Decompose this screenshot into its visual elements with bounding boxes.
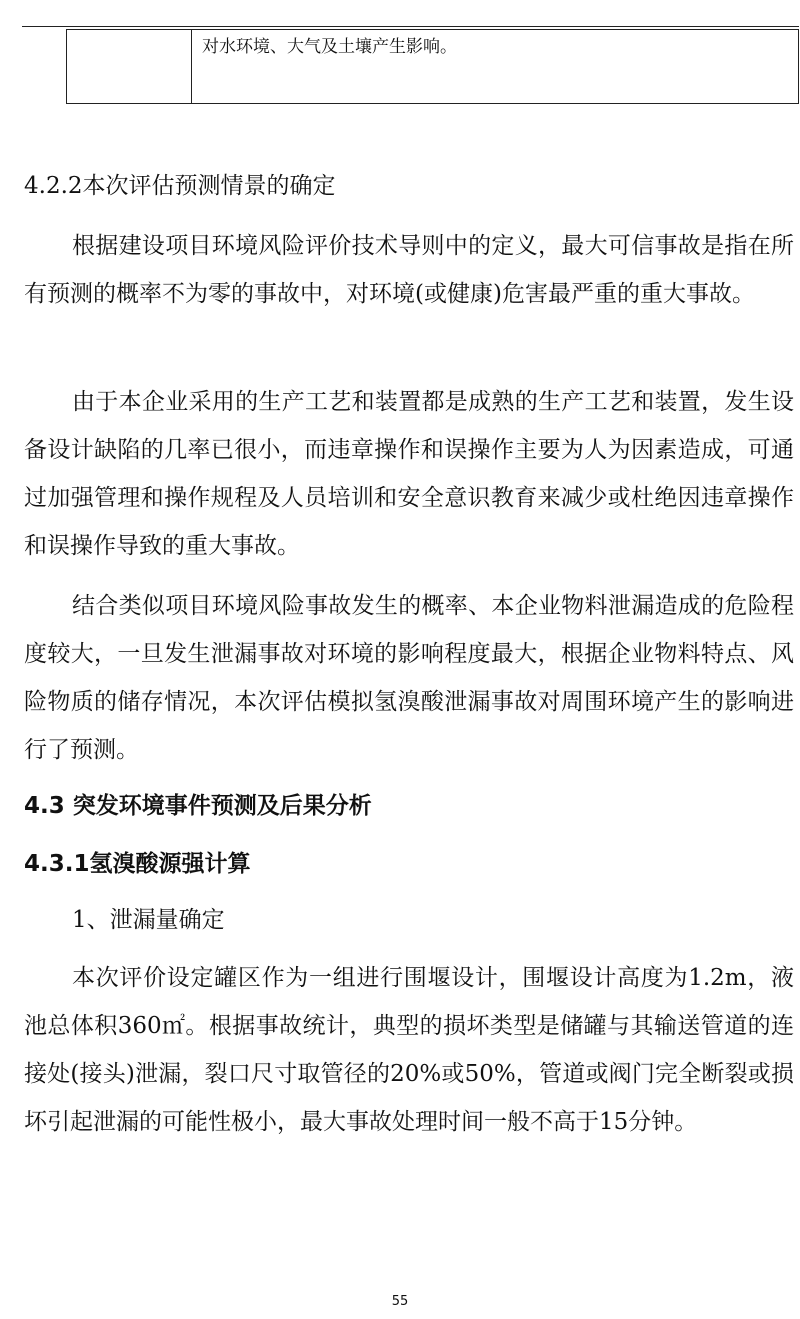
paragraph-scenario: 结合类似项目环境风险事故发生的概率、本企业物料泄漏造成的危险程度较大，一旦发生泄漏事故对环境的影响程度最大，根据企业物料特点、风险物质的储存情况，本次评估模拟氢溴酸泄漏事故对周围环境产生的影响进行了预测。 [24, 593, 794, 763]
header-rule [22, 26, 799, 27]
subheading-leak-amount: 1、泄漏量确定 [72, 907, 225, 933]
table-row [67, 30, 799, 104]
heading-4-3: 4.3 突发环境事件预测及后果分析 [24, 793, 372, 819]
paragraph-definition: 根据建设项目环境风险评价技术导则中的定义，最大可信事故是指在所有预测的概率不为零的事故中，对环境(或健康)危害最严重的重大事故。 [24, 233, 794, 307]
table-cell-text: 对水环境、大气及土壤产生影响。 [192, 30, 799, 104]
paragraph-leak-calculation: 本次评价设定罐区作为一组进行围堰设计，围堰设计高度为1.2m，液池总体积360㎡。根据事故统计，典型的损坏类型是储罐与其输送管道的连接处(接头)泄漏，裂口尺寸取管径的20%或50%，管道或阀门完全断裂或损坏引起泄漏的可能性极小，最大事故处理时间一般不高于15分钟。 [24, 965, 794, 1135]
heading-4-3-1: 4.3.1氢溴酸源强计算 [24, 851, 251, 877]
continued-table [66, 29, 799, 104]
paragraph-process: 由于本企业采用的生产工艺和装置都是成熟的生产工艺和装置，发生设备设计缺陷的几率已很小，而违章操作和误操作主要为人为因素造成，可通过加强管理和操作规程及人员培训和安全意识教育来减少或杜绝因违章操作和误操作导致的重大事故。 [24, 389, 794, 559]
page-number: 55 [391, 1294, 409, 1309]
table-cell-empty [67, 30, 192, 104]
heading-4-2-2: 4.2.2本次评估预测情景的确定 [24, 173, 336, 199]
